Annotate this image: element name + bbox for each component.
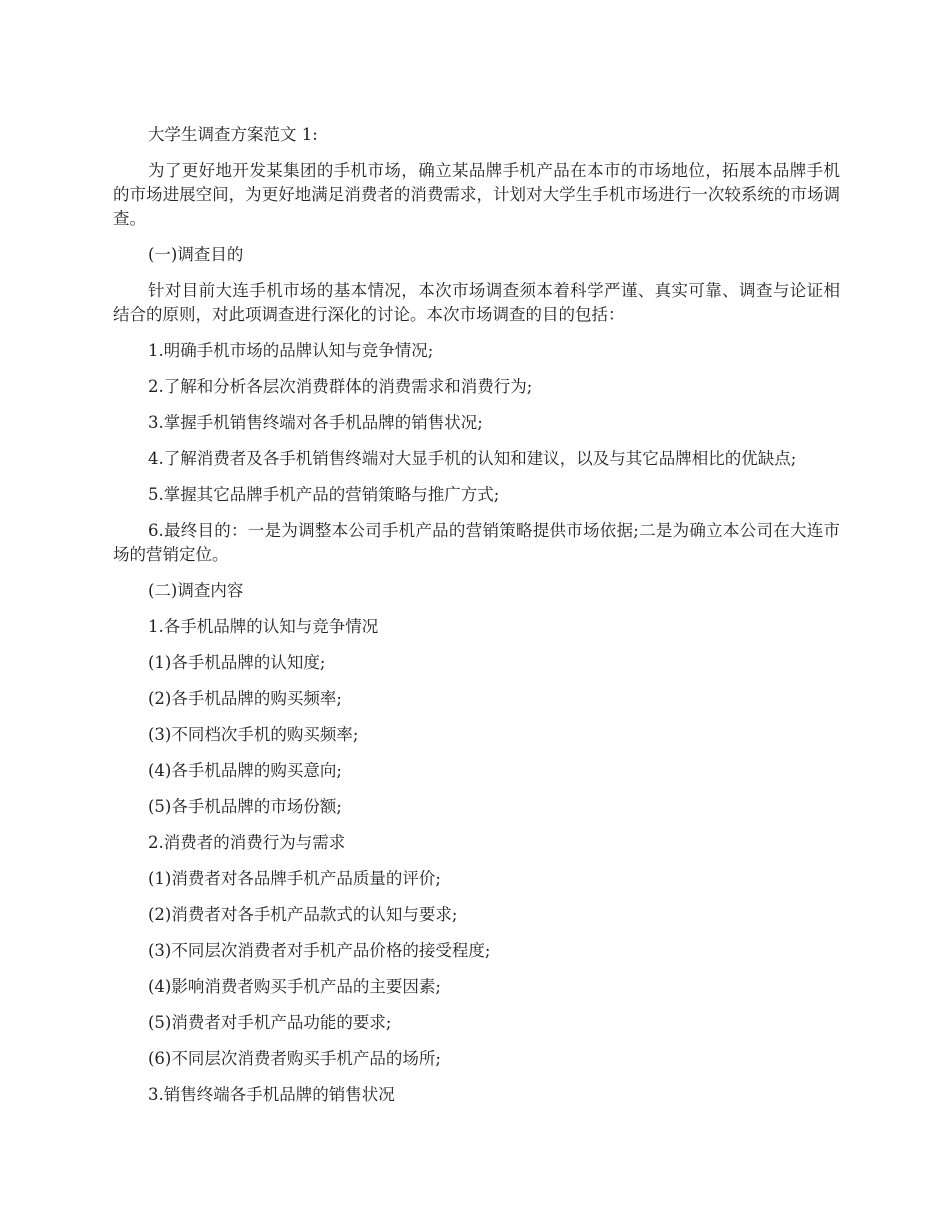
purpose-item-6: 6.最终目的：一是为调整本公司手机产品的营销策略提供市场依据;二是为确立本公司在大连市场的营销定位。 xyxy=(113,521,840,564)
purpose-item-4: 4.了解消费者及各手机销售终端对大显手机的认知和建议，以及与其它品牌相比的优缺点; xyxy=(148,449,797,468)
content-item-1-5: (5)各手机品牌的市场份额; xyxy=(148,797,342,816)
content-item-1-4: (4)各手机品牌的购买意向; xyxy=(148,761,342,780)
heading-survey-content: (二)调查内容 xyxy=(148,581,244,600)
purpose-item-3: 3.掌握手机销售终端对各手机品牌的销售状况; xyxy=(148,413,483,432)
purpose-paragraph: 针对目前大连手机市场的基本情况，本次市场调查须本着科学严谨、真实可靠、调查与论证相结合的原则，对此项调查进行深化的讨论。本次市场调查的目的包括： xyxy=(113,281,840,324)
content-item-2-3: (3)不同层次消费者对手机产品价格的接受程度; xyxy=(148,941,491,960)
purpose-item-5: 5.掌握其它品牌手机产品的营销策略与推广方式; xyxy=(148,485,500,504)
content-item-2-5: (5)消费者对手机产品功能的要求; xyxy=(148,1013,392,1032)
section-title: 大学生调查方案范文 1: xyxy=(148,125,318,144)
heading-survey-purpose: (一)调查目的 xyxy=(148,245,244,264)
purpose-item-1: 1.明确手机市场的品牌认知与竞争情况; xyxy=(148,341,434,360)
content-item-1-1: (1)各手机品牌的认知度; xyxy=(148,653,326,672)
content-subheading-2: 2.消费者的消费行为与需求 xyxy=(148,833,346,852)
content-subheading-1: 1.各手机品牌的认知与竞争情况 xyxy=(148,617,379,636)
content-item-1-3: (3)不同档次手机的购买频率; xyxy=(148,725,359,744)
content-item-2-4: (4)影响消费者购买手机产品的主要因素; xyxy=(148,977,441,996)
content-item-2-1: (1)消费者对各品牌手机产品质量的评价; xyxy=(148,869,441,888)
content-item-2-2: (2)消费者对各手机产品款式的认知与要求; xyxy=(148,905,458,924)
content-subheading-3: 3.销售终端各手机品牌的销售状况 xyxy=(148,1085,395,1104)
content-item-2-6: (6)不同层次消费者购买手机产品的场所; xyxy=(148,1049,441,1068)
intro-paragraph: 为了更好地开发某集团的手机市场，确立某品牌手机产品在本市的市场地位，拓展本品牌手机的市场进展空间，为更好地满足消费者的消费需求，计划对大学生手机市场进行一次较系统的市场调查。 xyxy=(113,161,840,228)
content-item-1-2: (2)各手机品牌的购买频率; xyxy=(148,689,342,708)
purpose-item-2: 2.了解和分析各层次消费群体的消费需求和消费行为; xyxy=(148,377,533,396)
document-body xyxy=(113,123,840,1119)
